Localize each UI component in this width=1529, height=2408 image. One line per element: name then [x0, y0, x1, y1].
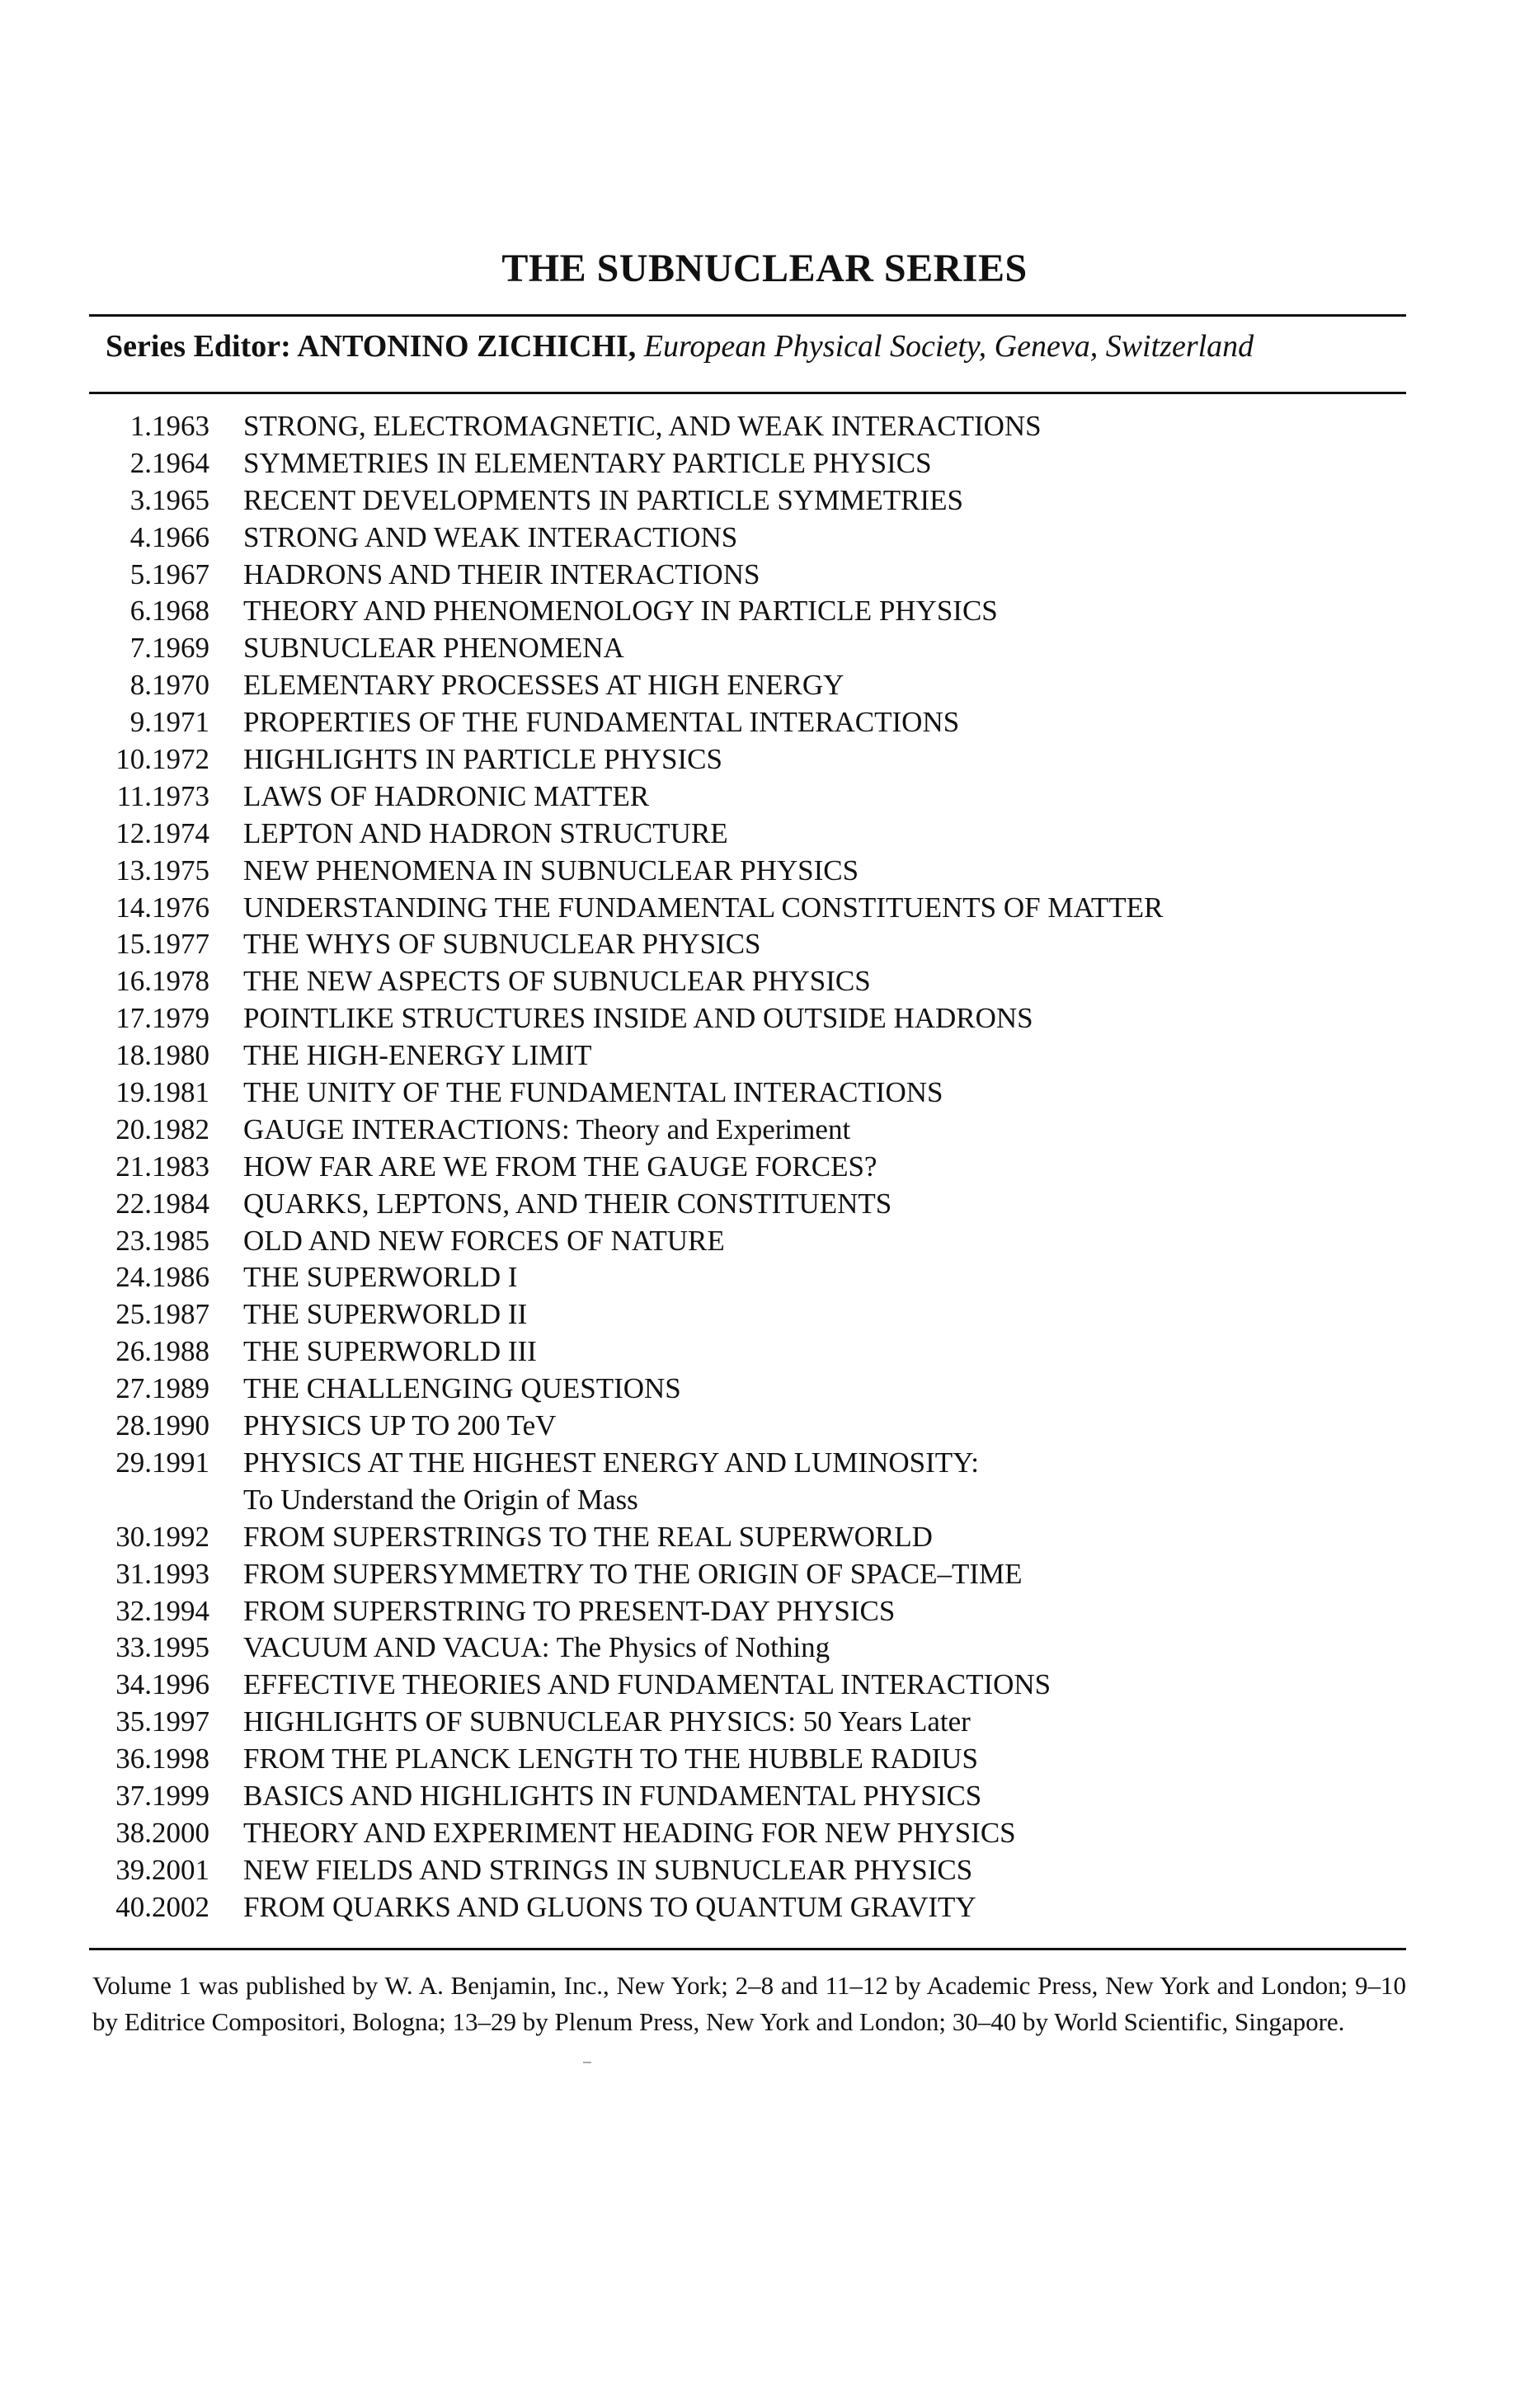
- volume-number: 21.: [115, 1150, 152, 1183]
- volume-year: 1987: [152, 1298, 209, 1331]
- volume-year: 1967: [152, 557, 209, 590]
- page-mark: [583, 2062, 591, 2063]
- volume-title: PHYSICS AT THE HIGHEST ENERGY AND LUMINOSITY:: [243, 1446, 979, 1479]
- volume-year: 1969: [152, 632, 209, 665]
- volume-title: FROM THE PLANCK LENGTH TO THE HUBBLE RADIUS: [243, 1743, 978, 1775]
- volume-title: NEW FIELDS AND STRINGS IN SUBNUCLEAR PHYSICS: [243, 1853, 973, 1886]
- volume-year: 1993: [152, 1557, 209, 1590]
- volume-number: 31.: [115, 1557, 152, 1590]
- volume-number: 3.: [129, 483, 152, 516]
- volume-number: 5.: [129, 557, 152, 590]
- volume-row: [0, 1000, 1529, 1037]
- volume-title: QUARKS, LEPTONS, AND THEIR CONSTITUENTS: [243, 1187, 892, 1220]
- volume-title: BASICS AND HIGHLIGHTS IN FUNDAMENTAL PHYSICS: [243, 1779, 982, 1812]
- volume-number: 38.: [115, 1816, 152, 1849]
- volume-year: 1982: [152, 1112, 209, 1145]
- volume-row: [0, 890, 1529, 927]
- volume-row: [0, 1296, 1529, 1333]
- volume-number: 8.: [129, 669, 152, 702]
- volume-title: FROM SUPERSTRINGS TO THE REAL SUPERWORLD: [243, 1520, 933, 1553]
- volume-number: 1.: [129, 410, 152, 442]
- volume-year: 1972: [152, 743, 209, 776]
- volume-year: 1995: [152, 1631, 209, 1664]
- volume-year: 1970: [152, 669, 209, 702]
- volume-number: 22.: [115, 1187, 152, 1220]
- volume-year: 1996: [152, 1668, 209, 1701]
- volume-row: [0, 408, 1529, 445]
- volume-year: 1964: [152, 446, 209, 479]
- volume-year: 1994: [152, 1594, 209, 1627]
- volume-title: HOW FAR ARE WE FROM THE GAUGE FORCES?: [243, 1150, 877, 1183]
- volume-year: 1998: [152, 1743, 209, 1775]
- volume-year: 1966: [152, 520, 209, 553]
- volume-row: [0, 1075, 1529, 1112]
- volume-number: 30.: [115, 1520, 152, 1553]
- volume-title: FROM SUPERSYMMETRY TO THE ORIGIN OF SPACE–TIME: [243, 1557, 1023, 1590]
- volume-row: [0, 1667, 1529, 1704]
- volume-row: [0, 1186, 1529, 1223]
- volume-number: 35.: [115, 1705, 152, 1738]
- volume-title: THEORY AND EXPERIMENT HEADING FOR NEW PHYSICS: [243, 1816, 1016, 1849]
- volume-year: 1974: [152, 816, 209, 849]
- volume-row: [0, 926, 1529, 963]
- volume-row: [0, 1852, 1529, 1889]
- volume-year: 1983: [152, 1150, 209, 1183]
- volume-row: [0, 1408, 1529, 1445]
- volume-year: 1973: [152, 779, 209, 812]
- volume-number: 29.: [115, 1446, 152, 1479]
- volume-row: [0, 704, 1529, 741]
- footnote-rule: [89, 1948, 1406, 1950]
- volume-row: [0, 816, 1529, 853]
- volume-title: ELEMENTARY PROCESSES AT HIGH ENERGY: [243, 669, 844, 702]
- volume-year: 1989: [152, 1372, 209, 1405]
- volume-row: [0, 1037, 1529, 1075]
- volume-row: [0, 667, 1529, 704]
- volume-number: 19.: [115, 1076, 152, 1109]
- volume-row: [0, 1704, 1529, 1741]
- volume-row: [0, 1593, 1529, 1630]
- volume-number: 39.: [115, 1853, 152, 1886]
- volume-year: 1992: [152, 1520, 209, 1553]
- volume-title: PROPERTIES OF THE FUNDAMENTAL INTERACTIONS: [243, 706, 960, 739]
- volume-row: [0, 778, 1529, 816]
- volume-title: HADRONS AND THEIR INTERACTIONS: [243, 557, 760, 590]
- series-editor: [106, 328, 1254, 364]
- volume-title: PHYSICS UP TO 200 TeV: [243, 1409, 557, 1442]
- volume-row: [0, 593, 1529, 630]
- volume-year: 1990: [152, 1409, 209, 1442]
- volume-title: THEORY AND PHENOMENOLOGY IN PARTICLE PHYSICS: [243, 595, 998, 628]
- volume-title: THE HIGH-ENERGY LIMIT: [243, 1039, 592, 1072]
- volume-year: 1965: [152, 483, 209, 516]
- volume-title: FROM QUARKS AND GLUONS TO QUANTUM GRAVITY: [243, 1890, 976, 1923]
- volume-title: THE CHALLENGING QUESTIONS: [243, 1372, 681, 1405]
- volume-row: [0, 1445, 1529, 1482]
- volume-year: 1977: [152, 928, 209, 961]
- volume-year: 1976: [152, 891, 209, 924]
- volume-row: [0, 1630, 1529, 1667]
- volume-row: [0, 1333, 1529, 1371]
- volume-row: [0, 1112, 1529, 1149]
- volume-year: 1975: [152, 854, 209, 887]
- volume-number: 17.: [115, 1002, 152, 1035]
- volume-number: 23.: [115, 1224, 152, 1257]
- volume-number: 12.: [115, 816, 152, 849]
- volume-title: EFFECTIVE THEORIES AND FUNDAMENTAL INTERACTIONS: [243, 1668, 1051, 1701]
- volume-title: UNDERSTANDING THE FUNDAMENTAL CONSTITUENTS OF MATTER: [243, 891, 1164, 924]
- volume-number: 24.: [115, 1261, 152, 1294]
- volume-row: [0, 1815, 1529, 1852]
- volume-row: [0, 630, 1529, 667]
- volume-title: OLD AND NEW FORCES OF NATURE: [243, 1224, 725, 1257]
- volume-row: [0, 1149, 1529, 1186]
- volume-title: LAWS OF HADRONIC MATTER: [243, 779, 650, 812]
- volume-year: 1991: [152, 1446, 209, 1479]
- volume-number: 37.: [115, 1779, 152, 1812]
- volume-number: 6.: [129, 595, 152, 628]
- volume-title: THE SUPERWORLD III: [243, 1335, 537, 1368]
- volume-title: FROM SUPERSTRING TO PRESENT-DAY PHYSICS: [243, 1594, 896, 1627]
- page-title: THE SUBNUCLEAR SERIES: [501, 247, 1028, 290]
- volume-row: [0, 1889, 1529, 1926]
- volume-number: 28.: [115, 1409, 152, 1442]
- volume-number: 10.: [115, 743, 152, 776]
- volume-number: 26.: [115, 1335, 152, 1368]
- volume-title: THE SUPERWORLD I: [243, 1261, 518, 1294]
- volume-number: 18.: [115, 1039, 152, 1072]
- volume-number: 15.: [115, 928, 152, 961]
- volume-row: [0, 853, 1529, 890]
- volume-row: [0, 1223, 1529, 1260]
- volume-number: 16.: [115, 965, 152, 998]
- volume-subtitle-row: [0, 1482, 1529, 1519]
- volume-row: [0, 1259, 1529, 1296]
- volume-row: [0, 1778, 1529, 1815]
- volume-year: 1963: [152, 410, 209, 442]
- volume-number: 25.: [115, 1298, 152, 1331]
- volume-number: 11.: [116, 779, 152, 812]
- volume-title: HIGHLIGHTS OF SUBNUCLEAR PHYSICS: 50 Years Later: [243, 1705, 971, 1738]
- volume-year: 1979: [152, 1002, 209, 1035]
- volume-title: GAUGE INTERACTIONS: Theory and Experiment: [243, 1112, 851, 1145]
- volume-number: 2.: [129, 446, 152, 479]
- volume-title: SYMMETRIES IN ELEMENTARY PARTICLE PHYSICS: [243, 446, 932, 479]
- volume-title: NEW PHENOMENA IN SUBNUCLEAR PHYSICS: [243, 854, 859, 887]
- volume-row: [0, 1741, 1529, 1778]
- volume-number: 33.: [115, 1631, 152, 1664]
- volume-year: 1968: [152, 595, 209, 628]
- volume-title: SUBNUCLEAR PHENOMENA: [243, 632, 624, 665]
- volume-number: 36.: [115, 1743, 152, 1775]
- volume-number: 27.: [115, 1372, 152, 1405]
- volume-row: [0, 445, 1529, 482]
- volume-title: STRONG, ELECTROMAGNETIC, AND WEAK INTERACTIONS: [243, 410, 1042, 442]
- volume-year: 1988: [152, 1335, 209, 1368]
- volume-year: 2000: [152, 1816, 209, 1849]
- volume-row: [0, 520, 1529, 557]
- editor-rule: [89, 392, 1406, 394]
- volume-row: [0, 557, 1529, 594]
- volume-year: 1997: [152, 1705, 209, 1738]
- volume-year: 1971: [152, 706, 209, 739]
- volume-year: 1978: [152, 965, 209, 998]
- volume-row: [0, 1519, 1529, 1556]
- volume-title: VACUUM AND VACUA: The Physics of Nothing: [243, 1631, 830, 1664]
- volume-row: [0, 1556, 1529, 1593]
- volume-title: THE WHYS OF SUBNUCLEAR PHYSICS: [243, 928, 761, 961]
- volume-row: [0, 1371, 1529, 1408]
- volume-year: 1984: [152, 1187, 209, 1220]
- volume-number: 14.: [115, 891, 152, 924]
- volume-year: 2002: [152, 1890, 209, 1923]
- volume-number: 32.: [115, 1594, 152, 1627]
- volume-title: THE NEW ASPECTS OF SUBNUCLEAR PHYSICS: [243, 965, 871, 998]
- volume-number: 4.: [129, 520, 152, 553]
- volume-year: 2001: [152, 1853, 209, 1886]
- volume-row: [0, 741, 1529, 778]
- volume-title: THE UNITY OF THE FUNDAMENTAL INTERACTIONS: [243, 1076, 943, 1109]
- volume-title: LEPTON AND HADRON STRUCTURE: [243, 816, 728, 849]
- series-editor-label: Series Editor: ANTONINO ZICHICHI,: [106, 329, 637, 364]
- volume-title: RECENT DEVELOPMENTS IN PARTICLE SYMMETRIES: [243, 483, 963, 516]
- volume-number: 40.: [115, 1890, 152, 1923]
- series-editor-affiliation: European Physical Society, Geneva, Switzerland: [643, 329, 1254, 364]
- volume-year: 1999: [152, 1779, 209, 1812]
- volume-title: STRONG AND WEAK INTERACTIONS: [243, 520, 738, 553]
- volume-number: 20.: [115, 1112, 152, 1145]
- publisher-footnote: Volume 1 was published by W. A. Benjamin, Inc., New York; 2–8 and 11–12 by Academic Press, New York and London; 9–10 by Editrice Compositori, Bologna; 13–29 by Plenum Press, New York and London; 30–40 by World Scientific, Singapore.: [92, 1971, 1406, 2036]
- volume-title: THE SUPERWORLD II: [243, 1298, 528, 1331]
- volume-title: HIGHLIGHTS IN PARTICLE PHYSICS: [243, 743, 722, 776]
- volume-year: 1985: [152, 1224, 209, 1257]
- volume-row: [0, 963, 1529, 1000]
- volume-number: 9.: [129, 706, 152, 739]
- volume-subtitle: To Understand the Origin of Mass: [243, 1483, 638, 1516]
- volume-number: 13.: [115, 854, 152, 887]
- top-rule: [89, 314, 1406, 317]
- volume-number: 7.: [129, 632, 152, 665]
- volume-year: 1980: [152, 1039, 209, 1072]
- volume-year: 1981: [152, 1076, 209, 1109]
- volume-row: [0, 482, 1529, 520]
- volume-year: 1986: [152, 1261, 209, 1294]
- volume-list: [0, 408, 1529, 1926]
- volume-number: 34.: [115, 1668, 152, 1701]
- volume-title: POINTLIKE STRUCTURES INSIDE AND OUTSIDE HADRONS: [243, 1002, 1033, 1035]
